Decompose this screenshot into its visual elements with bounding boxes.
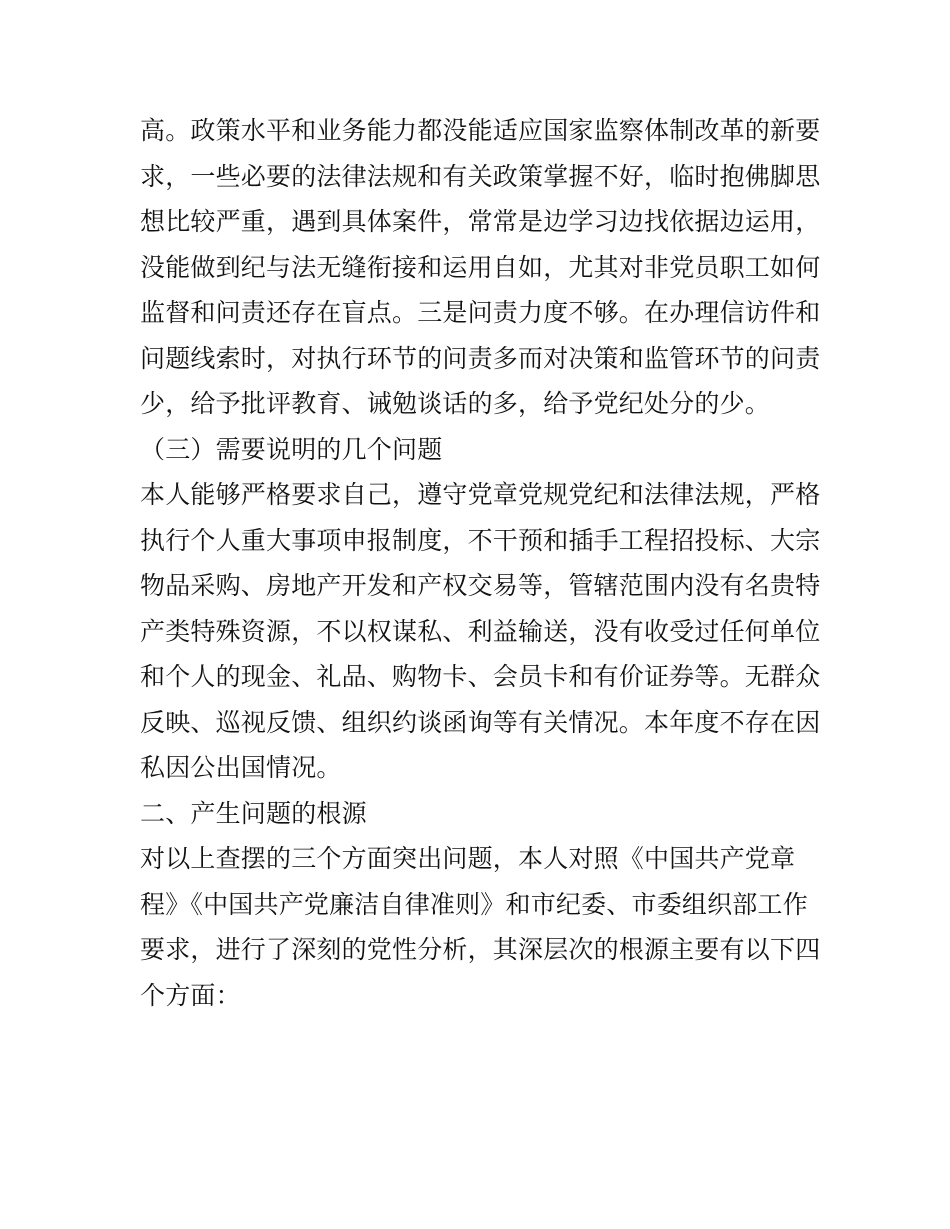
text-line: 本人能够严格要求自己，遵守党章党规党纪和法律法规，严格: [140, 480, 820, 509]
text-line: 和个人的现金、礼品、购物卡、会员卡和有价证券等。无群众: [140, 662, 820, 691]
section-heading: 二、产生问题的根源: [140, 798, 367, 828]
section-heading: （三）需要说明的几个问题: [140, 434, 443, 464]
text-line: 求，一些必要的法律法规和有关政策掌握不好，临时抱佛脚思: [140, 161, 820, 191]
text-line: 对以上查摆的三个方面突出问题，本人对照《中国共产党章: [140, 844, 796, 873]
text-line: 要求，进行了深刻的党性分析，其深层次的根源主要有以下四: [140, 935, 820, 964]
text-line: 程》《中国共产党廉洁自律准则》和市纪委、市委组织部工作: [140, 889, 808, 919]
text-line: 产类特殊资源，不以权谋私、利益输送，没有收受过任何单位: [140, 616, 820, 646]
text-line: 想比较严重，遇到具体案件，常常是边学习边找依据边运用，: [140, 207, 820, 236]
text-line: 高。政策水平和业务能力都没能适应国家监察体制改革的新要: [140, 116, 820, 145]
text-line: 物品采购、房地产开发和产权交易等，管辖范围内没有名贵特: [140, 571, 820, 600]
text-line: 执行个人重大事项申报制度，不干预和插手工程招投标、大宗: [140, 525, 820, 555]
text-line: 监督和问责还存在盲点。三是问责力度不够。在办理信访件和: [140, 298, 820, 327]
document-body: [140, 108, 820, 1018]
text-line: 反映、巡视反馈、组织约谈函询等有关情况。本年度不存在因: [140, 707, 820, 737]
text-line: 问题线索时，对执行环节的问责多而对决策和监管环节的问责: [140, 343, 820, 373]
text-line: 个方面：: [140, 980, 241, 1010]
text-line: 少，给予批评教育、诫勉谈话的多，给予党纪处分的少。: [140, 389, 771, 418]
text-line: 没能做到纪与法无缝衔接和运用自如，尤其对非党员职工如何: [140, 252, 820, 282]
text-line: 私因公出国情况。: [140, 753, 342, 782]
